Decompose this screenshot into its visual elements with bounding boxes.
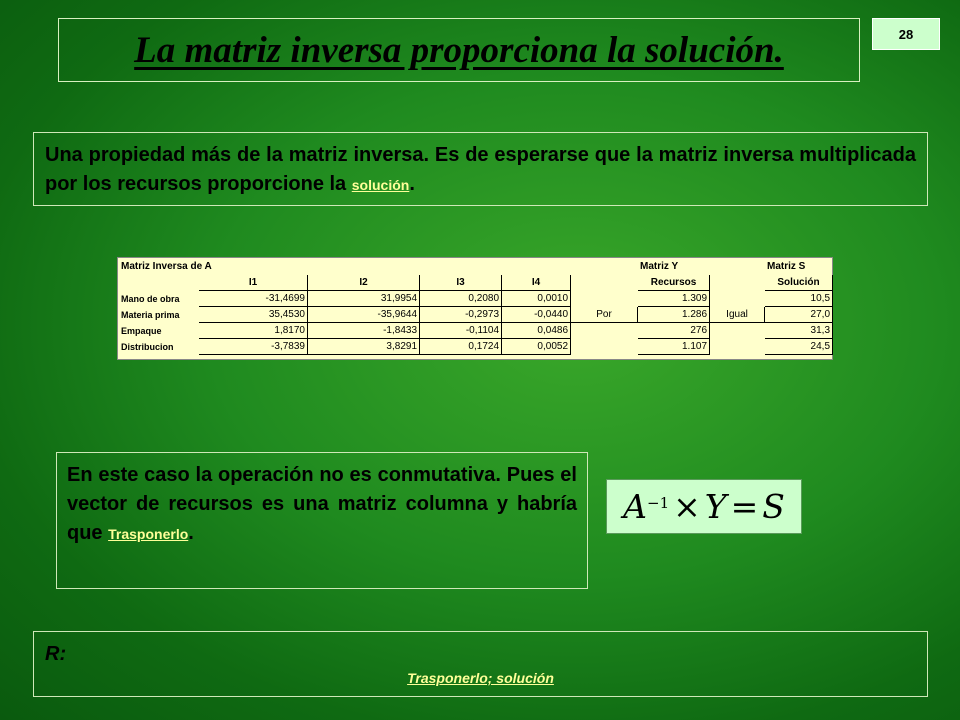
intro-textbox xyxy=(33,132,928,206)
col-header-i2: I2 xyxy=(308,275,420,291)
cell: 0,0486 xyxy=(502,323,571,339)
page-number: 28 xyxy=(872,18,940,50)
matrix-y-title: Matriz Y xyxy=(640,260,679,272)
table-row xyxy=(119,323,833,339)
solucion-link[interactable]: solución xyxy=(351,177,410,193)
recurso-cell: 1.286 xyxy=(638,307,710,323)
formula-y: Y xyxy=(704,487,727,526)
explanation-textbox xyxy=(56,452,588,589)
recurso-cell: 1.107 xyxy=(638,339,710,355)
title-row xyxy=(119,259,833,275)
answer-box xyxy=(33,631,928,697)
row-label: Mano de obra xyxy=(121,293,180,304)
explanation-text: En este caso la operación no es conmutativa. Pues el vector de recursos es una matriz columna y habría que xyxy=(67,464,577,544)
solucion-cell: 24,5 xyxy=(765,339,833,355)
answer-label: R: xyxy=(45,643,67,665)
inverse-matrix-title: Matriz Inversa de A xyxy=(121,260,212,272)
por-label: Por xyxy=(571,307,638,323)
intro-end: . xyxy=(409,173,415,195)
spreadsheet-table xyxy=(117,257,833,360)
solucion-header: Solución xyxy=(765,275,833,291)
formula-box xyxy=(606,479,802,534)
cell: -31,4699 xyxy=(199,291,308,307)
formula-exponent: −1 xyxy=(647,493,670,512)
recursos-header: Recursos xyxy=(638,275,710,291)
row-label: Empaque xyxy=(121,325,162,336)
igual-label: Igual xyxy=(710,307,765,323)
cell: -3,7839 xyxy=(199,339,308,355)
cell: 0,1724 xyxy=(420,339,502,355)
cell: 3,8291 xyxy=(308,339,420,355)
solucion-cell: 27,0 xyxy=(765,307,833,323)
intro-text: Una propiedad más de la matriz inversa. Es de esperarse que la matriz inversa multiplicada por los recursos proporcione la xyxy=(45,144,916,195)
cell: 1,8170 xyxy=(199,323,308,339)
slide-title: La matriz inversa proporciona la solución. xyxy=(134,29,784,71)
table-row xyxy=(119,291,833,307)
cell: 0,0010 xyxy=(502,291,571,307)
cell: 0,0052 xyxy=(502,339,571,355)
cell: -0,2973 xyxy=(420,307,502,323)
row-label: Distribucion xyxy=(121,341,174,352)
recurso-cell: 1.309 xyxy=(638,291,710,307)
recurso-cell: 276 xyxy=(638,323,710,339)
formula-a: A xyxy=(623,487,647,526)
trasponerlo-link[interactable]: Trasponerlo xyxy=(108,526,189,542)
cell: 35,4530 xyxy=(199,307,308,323)
header-row xyxy=(119,275,833,291)
table-row xyxy=(119,307,833,323)
matrix-s-title: Matriz S xyxy=(767,260,806,272)
answer-text[interactable]: Trasponerlo; solución xyxy=(407,670,554,686)
cell: -1,8433 xyxy=(308,323,420,339)
cell: 31,9954 xyxy=(308,291,420,307)
matrix-table xyxy=(118,258,833,355)
formula-equals: = xyxy=(730,487,759,526)
col-header-i3: I3 xyxy=(420,275,502,291)
cell: -35,9644 xyxy=(308,307,420,323)
cell: -0,1104 xyxy=(420,323,502,339)
solucion-cell: 10,5 xyxy=(765,291,833,307)
formula-s: S xyxy=(762,487,785,526)
col-header-i4: I4 xyxy=(502,275,571,291)
col-header-i1: I1 xyxy=(199,275,308,291)
title-box xyxy=(58,18,860,82)
explanation-end: . xyxy=(188,522,194,544)
cell: 0,2080 xyxy=(420,291,502,307)
solucion-cell: 31,3 xyxy=(765,323,833,339)
cell: -0,0440 xyxy=(502,307,571,323)
formula-times: × xyxy=(673,487,701,526)
row-label: Materia prima xyxy=(121,309,180,320)
table-row xyxy=(119,339,833,355)
